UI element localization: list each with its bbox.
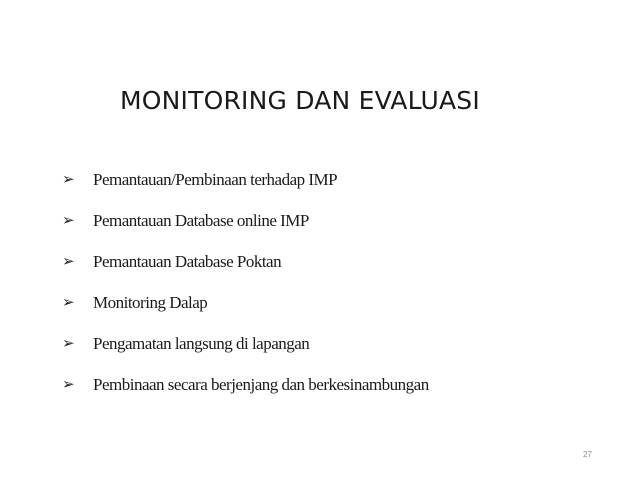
arrow-bullet-icon: ➢ bbox=[62, 333, 75, 352]
list-item bbox=[62, 373, 429, 395]
bullet-text: Pemantauan Database Poktan bbox=[93, 251, 282, 271]
bullet-text: Pembinaan secara berjenjang dan berkesinambungan bbox=[93, 374, 429, 394]
arrow-bullet-icon: ➢ bbox=[62, 210, 75, 229]
bullet-text: Pengamatan langsung di lapangan bbox=[93, 333, 310, 353]
bullet-list bbox=[62, 168, 429, 395]
list-item bbox=[62, 209, 429, 231]
arrow-bullet-icon: ➢ bbox=[62, 374, 75, 393]
slide-title: MONITORING DAN EVALUASI bbox=[120, 86, 480, 115]
list-item bbox=[62, 332, 429, 354]
list-item bbox=[62, 168, 429, 190]
arrow-bullet-icon: ➢ bbox=[62, 251, 75, 270]
bullet-text: Monitoring Dalap bbox=[93, 292, 208, 312]
bullet-text: Pemantauan Database online IMP bbox=[93, 210, 309, 230]
arrow-bullet-icon: ➢ bbox=[62, 292, 75, 311]
list-item bbox=[62, 250, 429, 272]
page-number: 27 bbox=[583, 450, 592, 459]
bullet-text: Pemantauan/Pembinaan terhadap IMP bbox=[93, 169, 338, 189]
list-item bbox=[62, 291, 429, 313]
arrow-bullet-icon: ➢ bbox=[62, 169, 75, 188]
